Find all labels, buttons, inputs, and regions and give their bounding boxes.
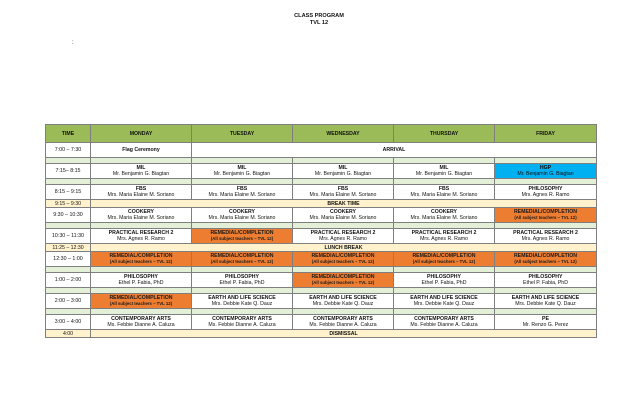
class-cell (394, 273, 495, 288)
teacher-name: Ethel P. Fabia, PhD (219, 280, 265, 286)
class-cell (495, 164, 597, 179)
class-cell (91, 252, 192, 267)
teacher-name: (All subject teachers – TVL 12) (210, 236, 274, 241)
class-cell (91, 185, 192, 200)
class-cell (91, 164, 192, 179)
col-tuesday: TUESDAY (192, 125, 293, 143)
flag-ceremony-cell: Flag Ceremony (91, 143, 192, 158)
subject-name: MIL (439, 164, 449, 171)
header-row (46, 125, 597, 143)
page-title: CLASS PROGRAM (294, 13, 344, 19)
class-cell (192, 208, 293, 223)
time-cell: 8:15 – 9:15 (46, 185, 91, 200)
subject-name: PHILOSOPHY (528, 273, 563, 280)
class-cell (192, 294, 293, 309)
break-label: LUNCH BREAK (91, 244, 597, 252)
subject-name: MIL (136, 164, 146, 171)
subject-name: COOKERY (127, 208, 155, 215)
class-cell (293, 252, 394, 267)
teacher-name: Mrs. Agnes R. Ramo (319, 236, 367, 242)
teacher-name: Mrs. Maria Elaine M. Soriano (410, 215, 478, 221)
class-cell (495, 294, 597, 309)
subject-name: MIL (237, 164, 247, 171)
teacher-name: (All subject teachers – TVL 12) (514, 259, 577, 264)
subject-name: PHILOSOPHY (123, 273, 158, 280)
time-cell: 9:30 – 10:30 (46, 208, 91, 223)
subject-name: FBS (236, 185, 248, 192)
teacher-name: (All subject teachers – TVL 12) (109, 301, 173, 306)
teacher-name: Mrs. Maria Elaine M. Soriano (410, 192, 478, 198)
teacher-name: Mrs. Agnes R. Ramo (420, 236, 468, 242)
subject-name: FBS (337, 185, 349, 192)
teacher-name: Mrs. Agnes R. Ramo (117, 236, 165, 242)
teacher-name: Mrs. Maria Elaine M. Soriano (208, 192, 276, 198)
teacher-name: Mrs. Debbie Kate Q. Dauz (515, 301, 576, 307)
class-cell (394, 229, 495, 244)
teacher-name: Ms. Febbie Dianne A. Caluza (309, 322, 377, 328)
class-cell (495, 185, 597, 200)
class-cell (495, 273, 597, 288)
subject-name: MIL (338, 164, 348, 171)
teacher-name: Ethel P. Fabia, PhD (118, 280, 164, 286)
subject-name: CONTEMPORARY ARTS (414, 315, 474, 322)
class-cell (192, 164, 293, 179)
table-row (46, 229, 597, 244)
class-cell (293, 294, 394, 309)
teacher-name: Mrs. Debbie Kate Q. Dauz (413, 301, 475, 307)
class-cell (495, 252, 597, 267)
time-cell: 1:00 – 2:00 (46, 273, 91, 288)
subject-name: CONTEMPORARY ARTS (111, 315, 171, 322)
teacher-name: Mrs. Maria Elaine M. Soriano (107, 192, 175, 198)
class-cell (91, 315, 192, 330)
subject-name: PRACTICAL RESEARCH 2 (108, 229, 174, 236)
teacher-name: (All subject teachers – TVL 12) (311, 280, 375, 285)
time-cell: 12:30 – 1:00 (46, 252, 91, 267)
table-row (46, 294, 597, 309)
subject-name: COOKERY (329, 208, 357, 215)
time-cell: 7:15– 8:15 (46, 164, 91, 179)
table-row (46, 164, 597, 179)
arrival-cell: ARRIVAL (192, 143, 597, 158)
teacher-name: Mr. Benjamin G. Biagtan (517, 171, 574, 177)
time-cell: 11:25 – 12:30 (46, 244, 91, 252)
subject-name: PRACTICAL RESEARCH 2 (310, 229, 376, 236)
class-cell (495, 229, 597, 244)
teacher-name: Ethel P. Fabia, PhD (421, 280, 467, 286)
class-cell (91, 273, 192, 288)
subject-name: REMEDIAL/COMPLETION (210, 252, 274, 259)
teacher-name: Ms. Febbie Dianne A. Caluza (410, 322, 478, 328)
class-cell (192, 185, 293, 200)
teacher-name: Mr. Benjamin G. Biagtan (213, 171, 271, 177)
subject-name: HGP (539, 164, 552, 171)
teacher-name: (All subject teachers – TVL 12) (412, 259, 476, 264)
col-time: TIME (46, 125, 91, 143)
page-subtitle: TVL 12 (309, 20, 329, 26)
table-row (46, 252, 597, 267)
subject-name: REMEDIAL/COMPLETION (412, 252, 476, 259)
teacher-name: Mrs. Maria Elaine M. Soriano (107, 215, 175, 221)
class-cell (91, 294, 192, 309)
break-label: DISMISSAL (91, 330, 597, 338)
subject-name: REMEDIAL/COMPLETION (513, 208, 578, 215)
class-cell (192, 252, 293, 267)
subject-name: REMEDIAL/COMPLETION (311, 252, 375, 259)
class-cell (293, 315, 394, 330)
class-cell (293, 208, 394, 223)
time-cell: 10:30 – 11:30 (46, 229, 91, 244)
subject-name: PE (542, 315, 549, 322)
subject-name: REMEDIAL/COMPLETION (513, 252, 578, 259)
break-label: BREAK TIME (91, 200, 597, 208)
subject-name: PRACTICAL RESEARCH 2 (411, 229, 477, 236)
col-friday: FRIDAY (495, 125, 597, 143)
col-monday: MONDAY (91, 125, 192, 143)
col-thursday: THURSDAY (394, 125, 495, 143)
teacher-name: Mrs. Debbie Kate Q. Dauz (312, 301, 374, 307)
teacher-name: Mrs. Agnes R. Ramo (521, 192, 570, 198)
table-row (46, 185, 597, 200)
time-cell: 2:00 – 3:00 (46, 294, 91, 309)
teacher-name: Mrs. Maria Elaine M. Soriano (309, 192, 377, 198)
subject-name: COOKERY (430, 208, 458, 215)
time-cell: 9:15 – 9:30 (46, 200, 91, 208)
teacher-name: (All subject teachers – TVL 12) (109, 259, 173, 264)
subject-name: REMEDIAL/COMPLETION (311, 273, 375, 280)
class-cell (394, 185, 495, 200)
subject-name: PRACTICAL RESEARCH 2 (513, 229, 578, 236)
break-row (46, 200, 597, 208)
subject-name: EARTH AND LIFE SCIENCE (410, 294, 478, 301)
subject-name: PHILOSOPHY (528, 185, 563, 192)
teacher-name: Mr. Benjamin G. Biagtan (112, 171, 170, 177)
schedule-table (45, 124, 597, 338)
class-cell (394, 294, 495, 309)
class-cell (495, 315, 597, 330)
subject-name: CONTEMPORARY ARTS (212, 315, 272, 322)
class-cell (293, 164, 394, 179)
teacher-name: (All subject teachers – TVL 12) (210, 259, 274, 264)
class-cell (394, 252, 495, 267)
teacher-name: Ethel P. Fabia, PhD (523, 280, 568, 286)
class-cell (394, 164, 495, 179)
subject-name: REMEDIAL/COMPLETION (109, 252, 173, 259)
subject-name: REMEDIAL/COMPLETION (109, 294, 173, 301)
class-cell (394, 315, 495, 330)
table-row (46, 208, 597, 223)
table-row (46, 315, 597, 330)
table-row (46, 143, 597, 158)
subject-name: REMEDIAL/COMPLETION (210, 229, 274, 236)
subject-name: COOKERY (228, 208, 256, 215)
class-cell (192, 229, 293, 244)
teacher-name: Mr. Benjamin G. Biagtan (415, 171, 473, 177)
class-cell (91, 229, 192, 244)
teacher-name: Ms. Febbie Dianne A. Caluza (107, 322, 175, 328)
time-cell: 3:00 – 4:00 (46, 315, 91, 330)
subject-name: EARTH AND LIFE SCIENCE (511, 294, 580, 301)
class-cell (394, 208, 495, 223)
subject-name: EARTH AND LIFE SCIENCE (208, 294, 276, 301)
subject-name: FBS (135, 185, 147, 192)
teacher-name: (All subject teachers – TVL 12) (514, 215, 577, 220)
teacher-name: Mr. Benjamin G. Biagtan (314, 171, 372, 177)
teacher-name: Mrs. Debbie Kate Q. Dauz (211, 301, 273, 307)
time-cell: 7:00 – 7:30 (46, 143, 91, 158)
teacher-name: Ms. Febbie Dianne A. Caluza (208, 322, 276, 328)
subject-name: CONTEMPORARY ARTS (313, 315, 373, 322)
teacher-name: Mr. Renzo G. Perez (522, 322, 569, 328)
time-cell: 4:00 (46, 330, 91, 338)
class-cell (293, 229, 394, 244)
teacher-name: Mrs. Agnes R. Ramo (521, 236, 570, 242)
teacher-name: (All subject teachers – TVL 12) (311, 259, 375, 264)
class-cell (293, 273, 394, 288)
class-cell (293, 185, 394, 200)
class-cell (495, 208, 597, 223)
subject-name: PHILOSOPHY (224, 273, 259, 280)
break-row (46, 244, 597, 252)
subject-name: FBS (438, 185, 450, 192)
subject-name: PHILOSOPHY (426, 273, 461, 280)
class-cell (91, 208, 192, 223)
break-row (46, 330, 597, 338)
table-row (46, 273, 597, 288)
teacher-name: Mrs. Maria Elaine M. Soriano (208, 215, 276, 221)
teacher-name: Mrs. Maria Elaine M. Soriano (309, 215, 377, 221)
class-cell (192, 273, 293, 288)
subject-name: EARTH AND LIFE SCIENCE (309, 294, 377, 301)
class-cell (192, 315, 293, 330)
col-wednesday: WEDNESDAY (293, 125, 394, 143)
stray-colon: : (72, 40, 74, 46)
